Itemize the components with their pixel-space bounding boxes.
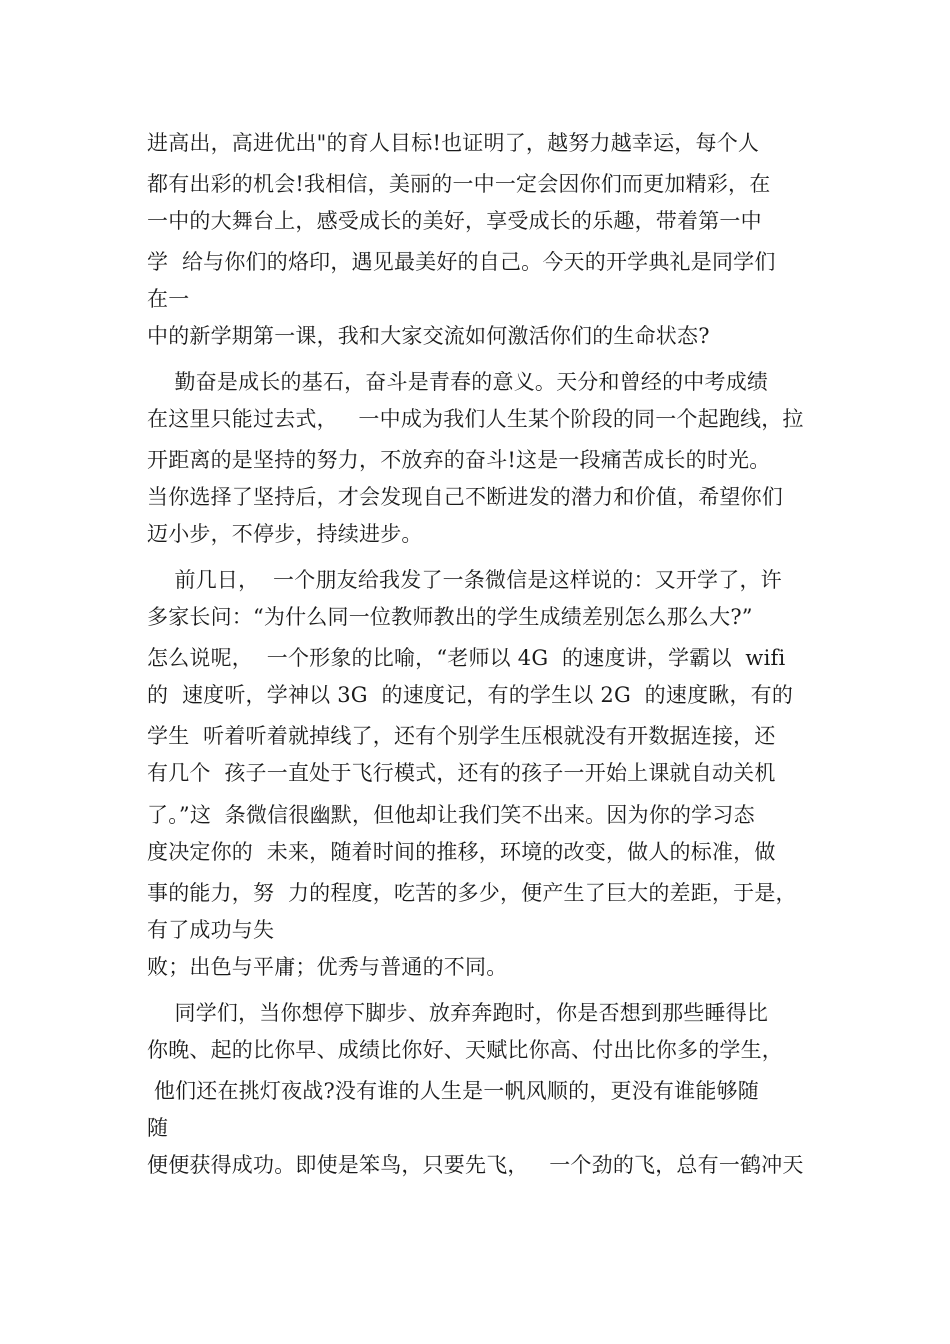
text-line: 随 — [147, 1116, 169, 1140]
text-line: 前几日， 一个朋友给我发了一条微信是这样说的：又开学了，许 — [147, 568, 782, 592]
text-line: 都有出彩的机会!我相信，美丽的一中一定会因你们而更加精彩，在 — [147, 172, 771, 196]
text-line: 学 给与你们的烙印，遇见最美好的自己。今天的开学典礼是同学们 — [147, 250, 776, 274]
text-line: 在一 — [147, 287, 190, 311]
text-line: 开距离的是坚持的努力，不放弃的奋斗!这是一段痛苦成长的时光。 — [147, 448, 771, 472]
text-line: 迈小步，不停步，持续进步。 — [147, 522, 423, 546]
text-line: 勤奋是成长的基石，奋斗是青春的意义。天分和曾经的中考成绩 — [147, 370, 769, 394]
text-line: 他们还在挑灯夜战?没有谁的人生是一帆风顺的，更没有谁能够随 — [147, 1079, 759, 1103]
text-line: 了。”这 条微信很幽默，但他却让我们笑不出来。因为你的学习态 — [147, 803, 755, 827]
text-line: 中的新学期第一课，我和大家交流如何激活你们的生命状态? — [147, 324, 710, 348]
text-line: 同学们，当你想停下脚步、放弃奔跑时，你是否想到那些睡得比 — [147, 1001, 769, 1025]
text-line: 败；出色与平庸；优秀与普通的不同。 — [147, 955, 508, 979]
text-line: 的 速度听，学神以 3G 的速度记，有的学生以 2G 的速度瞅，有的 — [147, 683, 794, 707]
text-line: 度决定你的 未来，随着时间的推移，环境的改变，做人的标准，做 — [147, 840, 776, 864]
text-line: 有了成功与失 — [147, 918, 275, 942]
text-line: 有几个 孩子一直处于飞行模式，还有的孩子一开始上课就自动关机 — [147, 761, 776, 785]
text-line: 学生 听着听着就掉线了，还有个别学生压根就没有开数据连接，还 — [147, 724, 776, 748]
text-line: 进高出，高进优出"的育人目标!也证明了，越努力越幸运，每个人 — [147, 131, 760, 155]
text-line: 便便获得成功。即使是笨鸟，只要先飞， 一个劲的飞，总有一鹤冲天 — [147, 1153, 804, 1177]
text-line: 多家长问：“为什么同一位教师教出的学生成绩差别怎么那么大?” — [147, 605, 753, 629]
text-line: 你晚、起的比你早、成绩比你好、天赋比你高、付出比你多的学生， — [147, 1038, 783, 1062]
text-line: 当你选择了坚持后，才会发现自己不断进发的潜力和价值，希望你们 — [147, 485, 783, 509]
text-line: 在这里只能过去式， 一中成为我们人生某个阶段的同一个起跑线，拉 — [147, 407, 804, 431]
text-line: 事的能力，努 力的程度，吃苦的多少，便产生了巨大的差距，于是， — [147, 881, 797, 905]
text-line: 一中的大舞台上，感受成长的美好，享受成长的乐趣，带着第一中 — [147, 209, 762, 233]
text-line: 怎么说呢， 一个形象的比喻，“老师以 4G 的速度讲，学霸以 wifi — [147, 646, 786, 670]
